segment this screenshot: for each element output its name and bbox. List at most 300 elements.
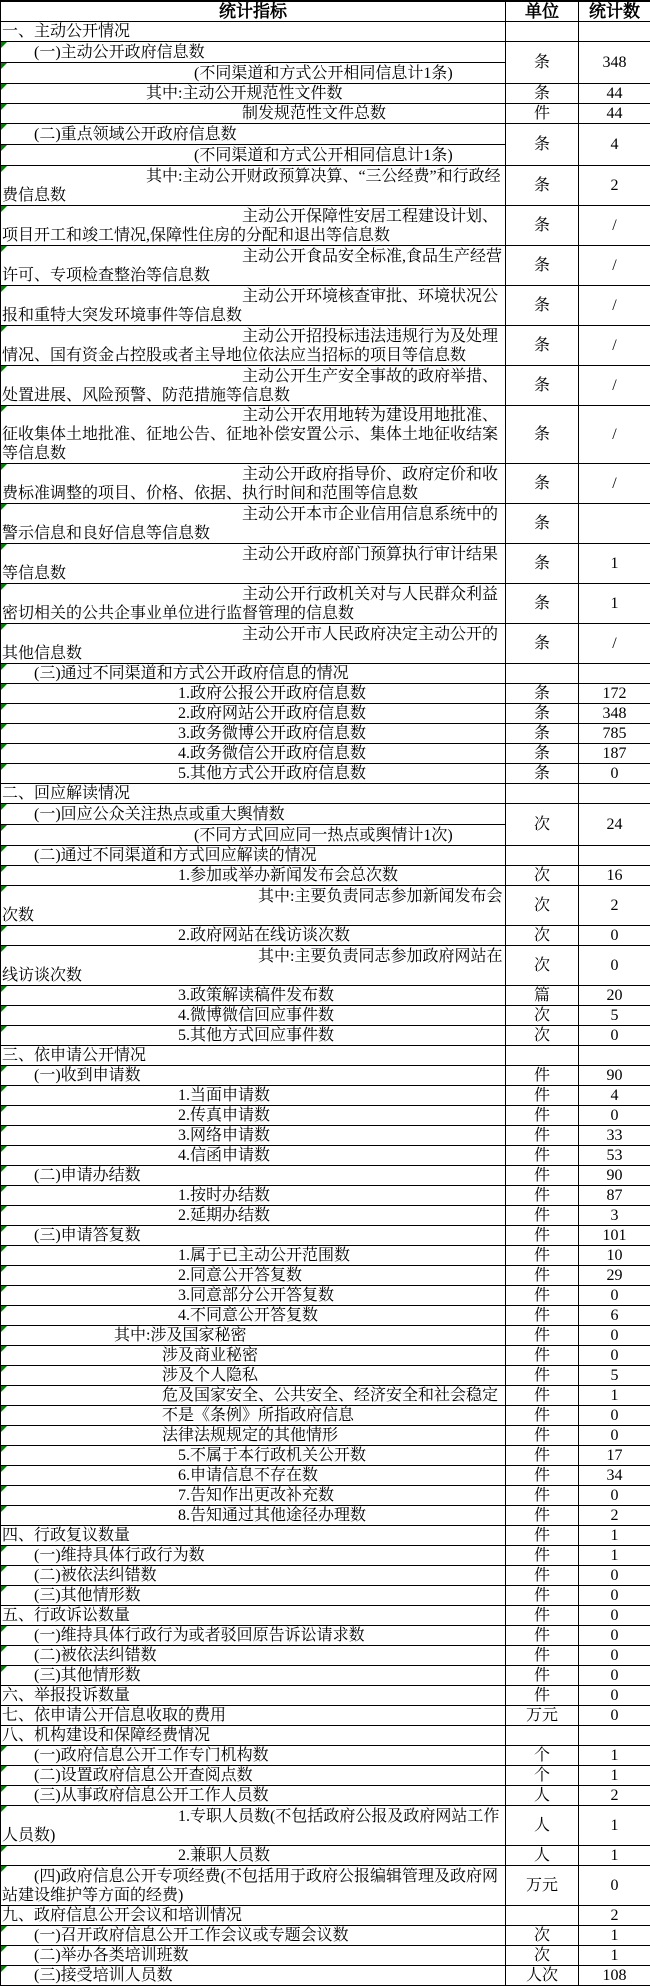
indicator-cell xyxy=(1,1086,506,1106)
value-cell: 0 xyxy=(579,764,650,784)
indicator-label: (二)重点领域公开政府信息数 xyxy=(2,126,237,143)
error-indicator-triangle-icon xyxy=(1,1006,7,1012)
error-indicator-triangle-icon xyxy=(1,764,7,770)
indicator-label: 2.传真申请数 xyxy=(2,1107,270,1124)
table-row xyxy=(1,1166,650,1186)
unit-cell: 件 xyxy=(506,1106,579,1126)
indicator-label: 一、主动公开情况 xyxy=(2,23,130,40)
value-cell: 90 xyxy=(579,1166,650,1186)
indicator-label: 主动公开政府部门预算执行审计结果等信息数 xyxy=(2,546,498,582)
indicator-cell xyxy=(1,986,506,1006)
unit-cell: 条 xyxy=(506,366,579,406)
unit-cell: 人次 xyxy=(506,1966,579,1986)
table-row xyxy=(1,1706,650,1726)
indicator-label: 2.延期办结数 xyxy=(2,1207,270,1224)
value-cell: 53 xyxy=(579,1146,650,1166)
value-cell: 0 xyxy=(579,1026,650,1046)
table-row xyxy=(1,1786,650,1806)
indicator-cell xyxy=(1,886,506,926)
indicator-cell xyxy=(1,1946,506,1966)
indicator-cell xyxy=(1,1246,506,1266)
unit-cell: 件 xyxy=(506,1286,579,1306)
indicator-label: (一)维持具体行政行为或者驳回原告诉讼请求数 xyxy=(2,1627,365,1644)
error-indicator-triangle-icon xyxy=(1,63,7,69)
indicator-cell xyxy=(1,926,506,946)
table-row xyxy=(1,166,650,206)
error-indicator-triangle-icon xyxy=(1,946,7,952)
error-indicator-triangle-icon xyxy=(1,326,7,332)
indicator-label: (二)设置政府信息公开查阅点数 xyxy=(2,1767,253,1784)
indicator-cell xyxy=(1,1566,506,1586)
error-indicator-triangle-icon xyxy=(1,166,7,172)
indicator-label: (四)政府信息公开专项经费(不包括用于政府公报编辑管理及政府网站建设维护等方面的经费) xyxy=(2,1868,498,1904)
indicator-cell xyxy=(1,406,506,464)
unit-cell: 件 xyxy=(506,1486,579,1506)
value-cell: 0 xyxy=(579,1666,650,1686)
unit-cell: 件 xyxy=(506,1686,579,1706)
indicator-label: 其中:主要负责同志参加政府网站在线访谈次数 xyxy=(2,948,502,984)
value-cell: 0 xyxy=(579,1286,650,1306)
value-cell: 5 xyxy=(579,1366,650,1386)
table-row xyxy=(1,986,650,1006)
table-row xyxy=(1,1546,650,1566)
col-header-count: 统计数 xyxy=(579,1,650,22)
value-cell: 348 xyxy=(579,42,650,84)
indicator-cell xyxy=(1,1686,506,1706)
table-row xyxy=(1,866,650,886)
unit-cell: 次 xyxy=(506,1946,579,1966)
error-indicator-triangle-icon xyxy=(1,704,7,710)
indicator-label: 1.参加或举办新闻发布会总次数 xyxy=(2,867,398,884)
table-row xyxy=(1,1666,650,1686)
table-row xyxy=(1,1606,650,1626)
unit-cell: 次 xyxy=(506,804,579,846)
value-cell: 172 xyxy=(579,684,650,704)
value-cell: 87 xyxy=(579,1186,650,1206)
table-row xyxy=(1,1146,650,1166)
header-row xyxy=(1,1,650,22)
value-cell: 1 xyxy=(579,1946,650,1966)
indicator-cell xyxy=(1,1766,506,1786)
indicator-label: 2.兼职人员数 xyxy=(2,1847,270,1864)
indicator-cell xyxy=(1,1386,506,1406)
error-indicator-triangle-icon xyxy=(1,1266,7,1272)
indicator-label: (不同渠道和方式公开相同信息计1条) xyxy=(2,147,453,164)
indicator-cell xyxy=(1,286,506,326)
value-cell xyxy=(579,784,650,804)
value-cell: 1 xyxy=(579,1806,650,1846)
error-indicator-triangle-icon xyxy=(1,664,7,670)
unit-cell: 条 xyxy=(506,584,579,624)
unit-cell: 件 xyxy=(506,1506,579,1526)
indicator-label: 2.政府网站公开政府信息数 xyxy=(2,705,366,722)
value-cell: 17 xyxy=(579,1446,650,1466)
error-indicator-triangle-icon xyxy=(1,1446,7,1452)
indicator-cell xyxy=(1,1746,506,1766)
indicator-cell xyxy=(1,1066,506,1086)
indicator-label: 法律法规规定的其他情形 xyxy=(2,1427,338,1444)
error-indicator-triangle-icon xyxy=(1,286,7,292)
unit-cell: 件 xyxy=(506,1586,579,1606)
table-row xyxy=(1,684,650,704)
indicator-cell xyxy=(1,1286,506,1306)
value-cell: 108 xyxy=(579,1966,650,1986)
error-indicator-triangle-icon xyxy=(1,986,7,992)
value-cell: / xyxy=(579,326,650,366)
error-indicator-triangle-icon xyxy=(1,464,7,470)
indicator-label: 4.政务微信公开政府信息数 xyxy=(2,745,366,762)
table-row xyxy=(1,1246,650,1266)
indicator-cell xyxy=(1,1226,506,1246)
unit-cell: 件 xyxy=(506,1326,579,1346)
error-indicator-triangle-icon xyxy=(1,1126,7,1132)
value-cell: 1 xyxy=(579,1526,650,1546)
indicator-label: 涉及商业秘密 xyxy=(2,1347,258,1364)
indicator-label: 4.不同意公开答复数 xyxy=(2,1307,318,1324)
indicator-cell xyxy=(1,1366,506,1386)
indicator-label: 八、机构建设和保障经费情况 xyxy=(2,1727,210,1744)
unit-cell: 人 xyxy=(506,1806,579,1846)
value-cell: / xyxy=(579,406,650,464)
unit-cell: 条 xyxy=(506,764,579,784)
error-indicator-triangle-icon xyxy=(1,926,7,932)
error-indicator-triangle-icon xyxy=(1,724,7,730)
indicator-label: (一)政府信息公开工作专门机构数 xyxy=(2,1747,269,1764)
value-cell: 2 xyxy=(579,166,650,206)
indicator-label: 1.专职人员数(不包括政府公报及政府网站工作人员数) xyxy=(2,1808,499,1844)
error-indicator-triangle-icon xyxy=(1,1326,7,1332)
indicator-label: 不是《条例》所指政府信息 xyxy=(2,1407,354,1424)
unit-cell: 万元 xyxy=(506,1706,579,1726)
error-indicator-triangle-icon xyxy=(1,145,7,151)
indicator-label: 主动公开保障性安居工程建设计划、项目开工和竣工情况,保障性住房的分配和退出等信息数 xyxy=(2,208,498,244)
error-indicator-triangle-icon xyxy=(1,406,7,412)
table-row xyxy=(1,664,650,684)
unit-cell: 次 xyxy=(506,886,579,926)
value-cell: 90 xyxy=(579,1066,650,1086)
indicator-label: 2.同意公开答复数 xyxy=(2,1267,302,1284)
value-cell: 1 xyxy=(579,584,650,624)
value-cell: 0 xyxy=(579,1346,650,1366)
indicator-cell xyxy=(1,584,506,624)
table-row xyxy=(1,1386,650,1406)
error-indicator-triangle-icon xyxy=(1,584,7,590)
indicator-label: 3.政务微博公开政府信息数 xyxy=(2,725,366,742)
indicator-cell xyxy=(1,784,506,804)
error-indicator-triangle-icon xyxy=(1,1226,7,1232)
indicator-label: 四、行政复议数量 xyxy=(2,1527,130,1544)
value-cell: 0 xyxy=(579,1426,650,1446)
table-row xyxy=(1,286,650,326)
value-cell: 24 xyxy=(579,804,650,846)
indicator-cell xyxy=(1,1266,506,1286)
unit-cell: 件 xyxy=(506,1146,579,1166)
unit-cell: 件 xyxy=(506,104,579,124)
indicator-cell xyxy=(1,1906,506,1926)
table-row xyxy=(1,406,650,464)
unit-cell: 人 xyxy=(506,1846,579,1866)
error-indicator-triangle-icon xyxy=(1,1746,7,1752)
unit-cell: 件 xyxy=(506,1126,579,1146)
error-indicator-triangle-icon xyxy=(1,1286,7,1292)
unit-cell: 条 xyxy=(506,42,579,84)
value-cell: 20 xyxy=(579,986,650,1006)
error-indicator-triangle-icon xyxy=(1,1146,7,1152)
indicator-cell xyxy=(1,84,506,104)
error-indicator-triangle-icon xyxy=(1,1306,7,1312)
indicator-cell xyxy=(1,1106,506,1126)
table-row xyxy=(1,1506,650,1526)
indicator-label: 3.政策解读稿件发布数 xyxy=(2,987,334,1004)
value-cell xyxy=(579,846,650,866)
unit-cell: 人 xyxy=(506,1786,579,1806)
unit-cell: 件 xyxy=(506,1066,579,1086)
unit-cell: 个 xyxy=(506,1766,579,1786)
indicator-cell xyxy=(1,704,506,724)
error-indicator-triangle-icon xyxy=(1,846,7,852)
unit-cell: 次 xyxy=(506,926,579,946)
indicator-cell xyxy=(1,946,506,986)
unit-cell: 件 xyxy=(506,1446,579,1466)
error-indicator-triangle-icon xyxy=(1,866,7,872)
indicator-label: (不同渠道和方式公开相同信息计1条) xyxy=(2,65,453,82)
unit-cell: 件 xyxy=(506,1386,579,1406)
indicator-cell xyxy=(1,1546,506,1566)
table-row xyxy=(1,1526,650,1546)
value-cell: 1 xyxy=(579,1846,650,1866)
table-row xyxy=(1,886,650,926)
unit-cell: 个 xyxy=(506,1746,579,1766)
indicator-cell xyxy=(1,866,506,886)
table-row xyxy=(1,1426,650,1446)
indicator-label: (一)维持具体行政行为数 xyxy=(2,1547,205,1564)
indicator-cell xyxy=(1,1726,506,1746)
unit-cell: 条 xyxy=(506,84,579,104)
table-row xyxy=(1,946,650,986)
indicator-cell xyxy=(1,1306,506,1326)
indicator-cell xyxy=(1,1966,506,1986)
indicator-label: (三)从事政府信息公开工作人员数 xyxy=(2,1787,269,1804)
table-row xyxy=(1,1186,650,1206)
indicator-label: 主动公开环境核查审批、环境状况公报和重特大突发环境事件等信息数 xyxy=(2,288,498,324)
table-row xyxy=(1,104,650,124)
error-indicator-triangle-icon xyxy=(1,1386,7,1392)
indicator-label: 主动公开行政机关对与人民群众利益密切相关的公共企事业单位进行监督管理的信息数 xyxy=(2,586,498,622)
indicator-label: (二)通过不同渠道和方式回应解读的情况 xyxy=(2,847,317,864)
indicator-label: (三)其他情形数 xyxy=(2,1587,141,1604)
unit-cell xyxy=(506,1726,579,1746)
indicator-cell xyxy=(1,1526,506,1546)
unit-cell: 条 xyxy=(506,124,579,166)
indicator-cell xyxy=(1,166,506,206)
error-indicator-triangle-icon xyxy=(1,886,7,892)
indicator-cell xyxy=(1,366,506,406)
indicator-label: 涉及个人隐私 xyxy=(2,1367,258,1384)
error-indicator-triangle-icon xyxy=(1,1346,7,1352)
indicator-label: (三)接受培训人员数 xyxy=(2,1967,173,1984)
unit-cell xyxy=(506,846,579,866)
indicator-label: 主动公开食品安全标准,食品生产经营许可、专项检查整治等信息数 xyxy=(2,248,502,284)
value-cell: 348 xyxy=(579,704,650,724)
indicator-label: 三、依申请公开情况 xyxy=(2,1047,146,1064)
table-row xyxy=(1,84,650,104)
error-indicator-triangle-icon xyxy=(1,124,7,130)
indicator-cell xyxy=(1,1426,506,1446)
value-cell: 187 xyxy=(579,744,650,764)
unit-cell: 件 xyxy=(506,1346,579,1366)
error-indicator-triangle-icon xyxy=(1,1066,7,1072)
value-cell: 4 xyxy=(579,1086,650,1106)
value-cell: 0 xyxy=(579,1866,650,1906)
table-row xyxy=(1,246,650,286)
value-cell: 0 xyxy=(579,1326,650,1346)
unit-cell: 件 xyxy=(506,1646,579,1666)
unit-cell: 条 xyxy=(506,246,579,286)
indicator-cell xyxy=(1,624,506,664)
indicator-label: 3.网络申请数 xyxy=(2,1127,270,1144)
indicator-cell xyxy=(1,1186,506,1206)
error-indicator-triangle-icon xyxy=(1,1426,7,1432)
unit-cell xyxy=(506,784,579,804)
error-indicator-triangle-icon xyxy=(1,206,7,212)
unit-cell: 条 xyxy=(506,166,579,206)
value-cell: 0 xyxy=(579,1586,650,1606)
table-row xyxy=(1,1126,650,1146)
indicator-label: 1.属于已主动公开范围数 xyxy=(2,1247,350,1264)
unit-cell: 件 xyxy=(506,1166,579,1186)
value-cell: 101 xyxy=(579,1226,650,1246)
value-cell: 44 xyxy=(579,84,650,104)
error-indicator-triangle-icon xyxy=(1,1626,7,1632)
unit-cell: 条 xyxy=(506,744,579,764)
table-row xyxy=(1,1466,650,1486)
error-indicator-triangle-icon xyxy=(1,366,7,372)
table-row xyxy=(1,1686,650,1706)
value-cell: 2 xyxy=(579,886,650,926)
table-row xyxy=(1,206,650,246)
value-cell: 0 xyxy=(579,1706,650,1726)
error-indicator-triangle-icon xyxy=(1,1406,7,1412)
error-indicator-triangle-icon xyxy=(1,1806,7,1812)
value-cell: 34 xyxy=(579,1466,650,1486)
unit-cell: 条 xyxy=(506,406,579,464)
indicator-label: 其中:涉及国家秘密 xyxy=(2,1327,246,1344)
indicator-label: 2.政府网站在线访谈次数 xyxy=(2,927,350,944)
table-row xyxy=(1,926,650,946)
indicator-cell xyxy=(1,804,506,825)
unit-cell: 件 xyxy=(506,1626,579,1646)
indicator-label: 七、依申请公开信息收取的费用 xyxy=(2,1707,226,1724)
value-cell: 0 xyxy=(579,1406,650,1426)
unit-cell: 条 xyxy=(506,464,579,504)
error-indicator-triangle-icon xyxy=(1,1186,7,1192)
value-cell: 0 xyxy=(579,1606,650,1626)
indicator-label: 其中:主要负责同志参加新闻发布会次数 xyxy=(2,888,502,924)
unit-cell: 次 xyxy=(506,1006,579,1026)
indicator-cell xyxy=(1,1586,506,1606)
error-indicator-triangle-icon xyxy=(1,684,7,690)
indicator-label: (一)收到申请数 xyxy=(2,1067,141,1084)
unit-cell xyxy=(506,1906,579,1926)
error-indicator-triangle-icon xyxy=(1,825,7,831)
table-row xyxy=(1,1566,650,1586)
indicator-cell xyxy=(1,1866,506,1906)
value-cell: 2 xyxy=(579,1506,650,1526)
error-indicator-triangle-icon xyxy=(1,1106,7,1112)
table-row xyxy=(1,1726,650,1746)
indicator-cell xyxy=(1,1846,506,1866)
table-row xyxy=(1,724,650,744)
indicator-label: 五、行政诉讼数量 xyxy=(2,1607,130,1624)
indicator-cell xyxy=(1,1466,506,1486)
table-row xyxy=(1,1906,650,1926)
indicator-cell xyxy=(1,1026,506,1046)
indicator-label: 4.信函申请数 xyxy=(2,1147,270,1164)
error-indicator-triangle-icon xyxy=(1,1166,7,1172)
error-indicator-triangle-icon xyxy=(1,42,7,48)
col-header-indicator: 统计指标 xyxy=(1,1,506,22)
indicator-label: 主动公开招投标违法违规行为及处理情况、国有资金占控股或者主导地位依法应当招标的项目等信息数 xyxy=(2,328,498,364)
table-row xyxy=(1,366,650,406)
indicator-cell xyxy=(1,1706,506,1726)
value-cell: 0 xyxy=(579,926,650,946)
value-cell: 3 xyxy=(579,1206,650,1226)
unit-cell: 条 xyxy=(506,326,579,366)
value-cell: / xyxy=(579,206,650,246)
error-indicator-triangle-icon xyxy=(1,1946,7,1952)
unit-cell: 件 xyxy=(506,1306,579,1326)
table-row xyxy=(1,1446,650,1466)
value-cell: 4 xyxy=(579,124,650,166)
indicator-label: 1.政府公报公开政府信息数 xyxy=(2,685,366,702)
indicator-cell xyxy=(1,1786,506,1806)
error-indicator-triangle-icon xyxy=(1,544,7,550)
indicator-cell xyxy=(1,22,506,42)
indicator-label: 7.告知作出更改补充数 xyxy=(2,1487,334,1504)
unit-cell: 件 xyxy=(506,1526,579,1546)
unit-cell: 万元 xyxy=(506,1866,579,1906)
error-indicator-triangle-icon xyxy=(1,1586,7,1592)
value-cell: 1 xyxy=(579,544,650,584)
error-indicator-triangle-icon xyxy=(1,1926,7,1932)
table-row xyxy=(1,1306,650,1326)
unit-cell: 条 xyxy=(506,286,579,326)
error-indicator-triangle-icon xyxy=(1,1206,7,1212)
table-row xyxy=(1,326,650,366)
table-row xyxy=(1,1286,650,1306)
indicator-cell xyxy=(1,1486,506,1506)
table-row xyxy=(1,1746,650,1766)
table-row xyxy=(1,504,650,544)
indicator-label: 5.其他方式回应事件数 xyxy=(2,1027,334,1044)
indicator-label: 主动公开农用地转为建设用地批准、征收集体土地批准、征地公告、征地补偿安置公示、集体土地征收结案等信息数 xyxy=(2,407,498,462)
indicator-cell xyxy=(1,744,506,764)
table-row xyxy=(1,1926,650,1946)
col-header-unit: 单位 xyxy=(506,1,579,22)
indicator-cell xyxy=(1,1006,506,1026)
error-indicator-triangle-icon xyxy=(1,1486,7,1492)
unit-cell: 条 xyxy=(506,624,579,664)
value-cell: 0 xyxy=(579,1686,650,1706)
table-row xyxy=(1,22,650,42)
indicator-cell xyxy=(1,664,506,684)
table-row xyxy=(1,1946,650,1966)
indicator-label: (一)回应公众关注热点或重大舆情数 xyxy=(2,806,285,823)
value-cell: 33 xyxy=(579,1126,650,1146)
value-cell: 5 xyxy=(579,1006,650,1026)
value-cell: 1 xyxy=(579,1546,650,1566)
unit-cell xyxy=(506,1046,579,1066)
